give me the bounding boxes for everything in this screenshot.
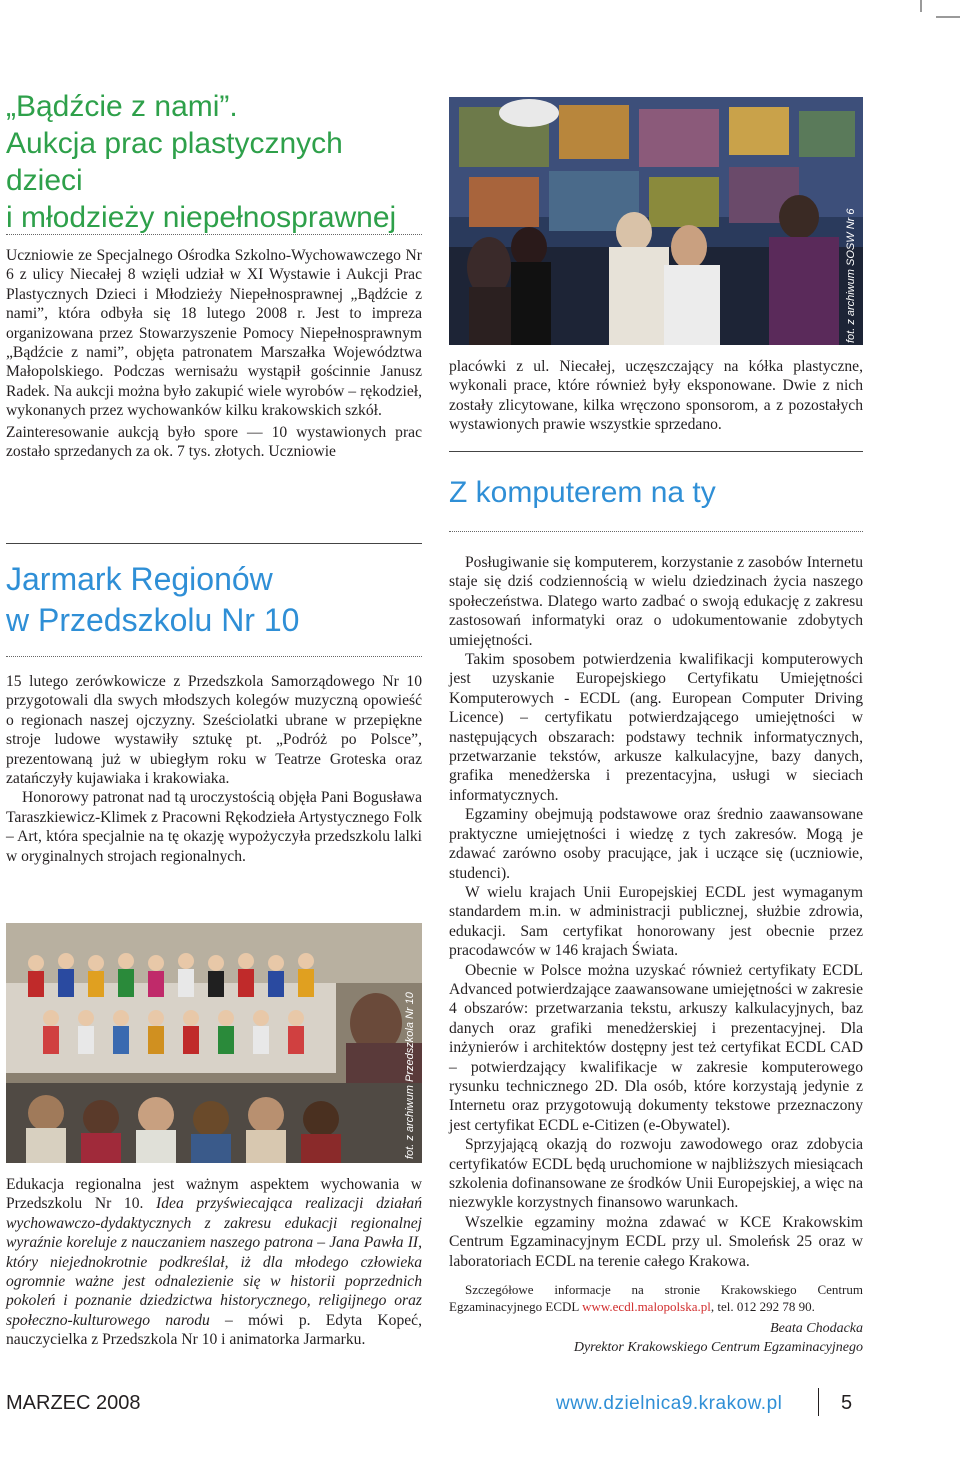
article3-paragraph: Wszelkie egzaminy można zdawać w KCE Krakowskim Centrum Egzaminacyjnym ECDL przy ul. Smoleńsk 25 oraz w laboratoriach ECDL na terenie całego Krakowa. <box>449 1213 863 1270</box>
footer-month: MARZEC <box>6 1392 91 1414</box>
ecdl-link[interactable]: www.ecdl.malopolska.pl <box>582 1299 711 1315</box>
footer-year: 2008 <box>96 1392 141 1414</box>
dolls-photo-image <box>6 923 422 1163</box>
crop-mark <box>920 0 922 12</box>
article1-title-line3: i młodzieży niepełnosprawnej <box>6 201 397 234</box>
article2-paragraph <box>6 1175 422 1350</box>
article2-body-continued <box>6 1175 422 1350</box>
article2-paragraph-end: – mówi p. Edyta Kopeć, nauczycielka z Przedszkola Nr 10 i animatorka Jarmarku. <box>6 1311 422 1349</box>
article1-paragraph: Uczniowie ze Specjalnego Ośrodka Szkolno-Wychowawczego Nr 6 z ulicy Niecałej 8 wzięli udział w XI Wystawie i Aukcji Prac Plastycznych Dzieci i Młodzieży Niepełnosprawnej „Bądźcie z nami”, która odbyła się 18 lutego 2008 r. Jest to impreza organizowana przez Stowarzyszenie Pomocy Niepełnosprawnym „Bądźcie z nami”, objęta patronatem Marszałka Województwa Małopolskiego. Podczas wernisażu wystąpił gościnnie Janusz Radek. Na aukcji można było zakupić wiele wyrobów – rękodzieł, wykonanych przez wychowanków kilku krakowskich szkół. <box>6 247 422 420</box>
article1-paragraph: Zainteresowanie aukcją było spore — 10 wystawionych prac zostało sprzedanych za ok. 7 tys. złotych. Uczniowie <box>6 423 422 461</box>
article1-paragraph: placówki z ul. Niecałej, uczęszczający na kółka plastyczne, wykonali prace, które również były eksponowane. Dwie z nich zostały zlicytowane, kilka wręczono sponsorom, a z pozostałych wystawionych prawie wszystkie sprzedano. <box>449 358 863 434</box>
article2-paragraph: Honorowy patronat nad tą uroczystością objęła Pani Bogusława Taraszkiewicz-Klimek z Pracowni Rękodzieła Artystycznego Folk – Art, która specjalnie na tę okazję wypożyczyła przedszkolu lalki w oryginalnych strojach regionalnych. <box>6 789 422 865</box>
page-number: 5 <box>841 1392 853 1414</box>
article1-body <box>6 246 422 461</box>
dotted-divider <box>449 531 863 532</box>
article1-title <box>6 88 422 236</box>
article3-paragraph: Takim sposobem potwierdzenia kwalifikacji komputerowych jest uzyskanie Europejskiego Certyfikatu Umiejętności Komputerowych - ECDL (ang. European Computer Driving Licence) – certyfikatu potwierdzającego umiejętności w następujących obszarach: podstawy technik informatycznych, przetwarzanie tekstów, arkusze kalkulacyjne, bazy danych, grafika menedżerska i prezentacyjna, usługi w sieciach informatycznych. <box>449 651 863 804</box>
dolls-photo <box>6 923 422 1163</box>
author-title: Dyrektor Krakowskiego Centrum Egzaminacyjnego <box>573 1340 863 1356</box>
photo-credit: fot. z archiwum Przedszkola Nr 10 <box>404 992 416 1159</box>
article3-paragraph: Egzaminy obejmują podstawowe oraz średnio zaawansowane praktyczne umiejętności i wiedzę z tych zakresów. Mogą je zdawać zarówno osoby pracujące, jak i uczące się (uczniowie, studenci). <box>449 806 863 882</box>
author-name: Beata Chodacka <box>770 1321 863 1337</box>
article1-title-line2: Aukcja prac plastycznych dzieci <box>6 127 343 197</box>
article-bdzcie-z-nami <box>6 88 422 236</box>
article-jarmark <box>6 559 422 641</box>
article3-paragraph: Obecnie w Polsce można uzyskać również certyfikaty ECDL Advanced potwierdzające zaawansowane umiejętności w zakresie 4 obszarów: przetwarzania tekstu, arkuszy kalkulacyjnych, baz danych oraz grafiki menedżerskiej i prezentacyjnej. Dla inżynierów i architektów dostępny jest też certyfikat ECDL CAD – potwierdzający kwalifikacje w zakresie komputerowego rysunku technicznego 2D. Dla osób, które korzystają jedynie z Internetu oraz przygotowują dokumenty tekstowe przeznaczony jest certyfikat ECDL e-Citizen (e-Obywatel). <box>449 961 863 1134</box>
article3-info <box>449 1281 863 1315</box>
section-rule <box>449 451 863 452</box>
article2-paragraph: 15 lutego zerówkowicze z Przedszkola Samorządowego Nr 10 przygotowali dla swych młodszych kolegów muzyczną opowieść o regionach naszej ojczyzny. Sześciolatki ubrane w przepiękne stroje ludowe wystawiły sztukę pt. „Podróż po Polsce”, prezentowaną już w ubiegłym roku w Teatrze Groteska oraz zatańczyły kujawiaka i krakowiaka. <box>6 673 422 788</box>
article3-body <box>449 553 863 1357</box>
article2-paragraph-start: Edukacja regionalna jest ważnym aspektem wychowania w Przedszkolu Nr 10. <box>6 1176 422 1213</box>
article1-body-continued <box>449 357 863 435</box>
article1-title-line1: „Bądźcie z nami”. <box>6 90 238 123</box>
article3-paragraph: Sprzyjającą okazją do rozwoju zawodowego oraz zdobycia certyfikatów ECDL będą uruchomione w najbliższych miesiącach szkolenia dofinansowane ze środków Unii Europejskiej, a więc na niezwykle korzystnych finansowo warunkach. <box>449 1136 863 1212</box>
footer-website-link[interactable]: www.dzielnica9.krakow.pl <box>556 1393 783 1414</box>
info-text: Szczegółowe informacje na stronie Krakowskiego Centrum Egzaminacyjnego ECDL <box>449 1282 863 1315</box>
exhibition-photo <box>449 97 863 345</box>
author-signature <box>449 1319 863 1357</box>
info-phone: , tel. 012 292 78 90. <box>710 1299 815 1315</box>
footer-date <box>6 1392 141 1415</box>
article2-quote: Idea przyświecająca realizacji działań wychowawczo-dydaktycznych z zakresu edukacji regionalnej wyraźnie koreluje z nauczaniem naszego patrona – Jana Pawła II, który niejednokrotnie podkreślał, iż dla młodego człowieka ogromnie ważne jest odnalezienie się w historii poprzednich pokoleń i poznanie dziedzictwa historycznego, religijnego oraz społeczno-kulturowego narodu <box>6 1195 422 1329</box>
section-rule <box>6 543 422 544</box>
article2-title <box>6 559 422 641</box>
photo-credit: fot. z archiwum SOSW Nr 6 <box>845 208 857 343</box>
article3-paragraph: W wielu krajach Unii Europejskiej ECDL jest wymaganym standardem m.in. w administracji publicznej, służbie zdrowia, edukacji. Sam certyfikat honorowany jest obecnie przez pracodawców w 146 krajach Świata. <box>449 883 863 960</box>
exhibition-photo-image <box>449 97 863 345</box>
crop-mark <box>936 16 960 18</box>
article2-title-line2: w Przedszkolu Nr 10 <box>6 602 300 638</box>
footer-divider <box>818 1388 819 1416</box>
dotted-divider <box>6 656 422 657</box>
article2-body <box>6 672 422 866</box>
article2-title-line1: Jarmark Regionów <box>6 561 273 597</box>
dotted-divider <box>6 234 422 235</box>
article3-paragraph: Posługiwanie się komputerem, korzystanie z zasobów Internetu staje się dziś codziennością w wielu dziedzinach życia naszego społeczeństwa. Dlatego warto zadbać o swoją edukację z zakresu zastosowań informatyki oraz o udokumentowanie zdobytych umiejętności. <box>449 554 863 649</box>
article3-title: Z komputerem na ty <box>449 476 716 509</box>
